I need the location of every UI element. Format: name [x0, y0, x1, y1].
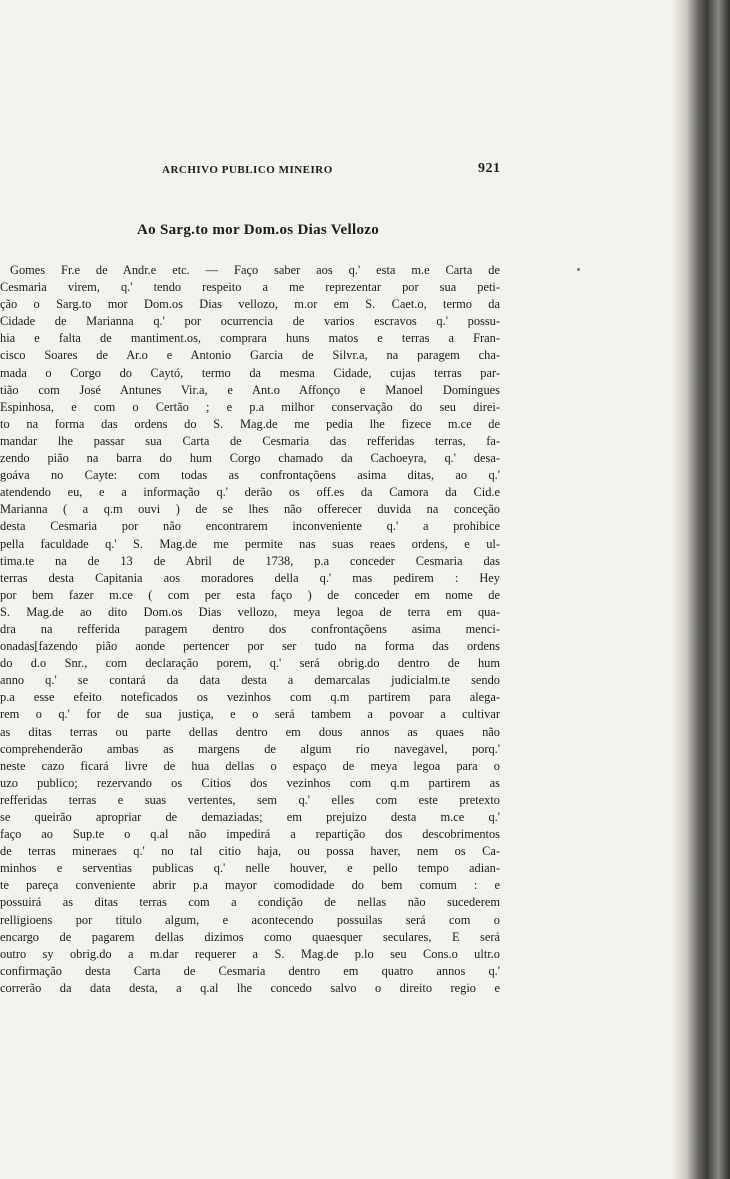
text-line: se queirão apropriar de demaziadas; em prejuizo desta m.ce q.': [0, 810, 500, 824]
text-line: as ditas terras ou parte dellas dentro em dous annos as quaes não: [0, 724, 500, 739]
text-line: p.a esse efeito noteficados os vezinhos com q.m partirem para alega-: [0, 690, 500, 705]
text-line: zendo pião na barra do hum Corgo chamado da Cachoeyra, q.' desa-: [0, 451, 500, 466]
text-line: neste cazo ficará livre de hua dellas o espaço de meya legoa para o: [0, 758, 500, 773]
text-line: do d.o Snr., com declaração porem, q.' será obrig.do dentro de hum: [0, 656, 500, 671]
text-line: faço ao Sup.te o q.al não impedirá a repartição dos descobrimentos: [0, 827, 500, 842]
text-line: correrão da data desta, a q.al lhe concedo salvo o direito regio e: [0, 980, 500, 995]
text-line: to na forma das ordens do S. Mag.de me pedia lhe fizece m.ce de: [0, 416, 500, 431]
text-line: Gomes Fr.e de Andr.e etc. — Faço saber aos q.' esta m.e Carta de: [10, 263, 500, 277]
text-line: desta Cesmaria por não encontrarem inconveniente q.' a prohibice: [0, 519, 500, 534]
text-line: Cidade de Marianna q.' por ocurrencia de varios escravos q.' possu-: [0, 314, 500, 329]
text-line: tião com José Antunes Vir.a, e Ant.o Affonço e Manoel Domingues: [0, 382, 500, 397]
text-line: de terras mineraes q.' no tal citio haja, ou possa haver, nem os Ca-: [0, 844, 500, 859]
text-line: Cesmaria virem, q.' tendo respeito a me reprezentar por sua peti-: [0, 280, 500, 295]
text-line: te pareça conveniente abrir p.a mayor comodidade do bem comum : e: [0, 878, 500, 893]
text-line: outro sy obrig.do a m.dar requerer a S. Mag.de p.lo seu Cons.o ultr.o: [0, 946, 500, 961]
text-line: refferidas terras e suas vertentes, sem q.' elles com este pretexto: [0, 792, 500, 807]
text-line: uzo publico; rezervando os Citios dos vezinhos com q.m partirem as: [0, 775, 500, 790]
text-line: terras desta Capitania aos moradores della q.' mas pedirem : Hey: [0, 570, 500, 585]
text-line: pella faculdade q.' S. Mag.de me permite nas suas reaes ordens, e ul-: [0, 536, 500, 551]
text-line: mandar lhe passar sua Carta de Cesmaria das refferidas terras, fa-: [0, 433, 500, 448]
text-line: ção o Sarg.to mor Dom.os Dias vellozo, m.or em S. Caet.o, termo da: [0, 297, 500, 312]
page-number: 921: [478, 161, 501, 176]
text-line: mada o Corgo do Caytó, termo da mesma Cidade, cujas terras par-: [0, 365, 500, 380]
text-line: confirmação desta Carta de Cesmaria dentro em quatro annos q.': [0, 963, 500, 978]
text-line: cisco Soares de Ar.o e Antonio Garcia de Silvr.a, na paragem cha-: [0, 348, 500, 363]
paper-speck: [577, 268, 580, 271]
text-line: hia e falta de mantiment.os, comprara huns matos e terras a Fran-: [0, 331, 500, 346]
text-line: Espinhosa, e com o Certão ; e p.a milhor conservação do seu direi-: [0, 399, 500, 414]
text-line: relligioens por titulo algum, e acontecendo possuilas será com o: [0, 912, 500, 927]
document-body: [0, 262, 500, 997]
text-line: rem o q.' for de sua justiça, e o será tambem a povoar a cultivar: [0, 707, 500, 722]
text-line: anno q.' se contará da data desta a demarcalas judicialm.te sendo: [0, 673, 500, 688]
text-line: atendendo eu, e a informação q.' derão os off.es da Camora da Cid.e: [0, 485, 500, 500]
text-line: tima.te na de 13 de Abril de 1738, p.a conceder Cesmaria das: [0, 553, 500, 568]
document-title: Ao Sarg.to mor Dom.os Dias Vellozo: [137, 222, 379, 238]
text-line: Marianna ( a q.m ouvi ) de se lhes não offerecer duvida na conceção: [0, 502, 500, 517]
text-line: goáva no Cayte: com todas as confrontaçõens asima ditas, ao q.': [0, 468, 500, 483]
text-line: encargo de pagarem dellas dizimos como quaesquer seculares, E será: [0, 929, 500, 944]
text-line: comprehenderão ambas as margens de algum rio navegavel, porq.': [0, 741, 500, 756]
text-line: S. Mag.de ao dito Dom.os Dias vellozo, meya legoa de terra em qua-: [0, 604, 500, 619]
book-binding-edge: [672, 0, 730, 1179]
text-line: possuirá as ditas terras com a condição de nellas não sucederem: [0, 895, 500, 910]
text-line: dra na refferida paragem dentro dos confrontaçõens asima menci-: [0, 621, 500, 636]
text-line: por bem fazer m.ce ( com per esta faço ) de conceder em nome de: [0, 587, 500, 602]
text-line: minhos e serventias publicas q.' nelle houver, e pello tempo adian-: [0, 861, 500, 876]
text-line: onadas[fazendo pião aonde pertencer por ser tudo na forma das ordens: [0, 639, 500, 654]
running-head: ARCHIVO PUBLICO MINEIRO: [162, 164, 333, 176]
